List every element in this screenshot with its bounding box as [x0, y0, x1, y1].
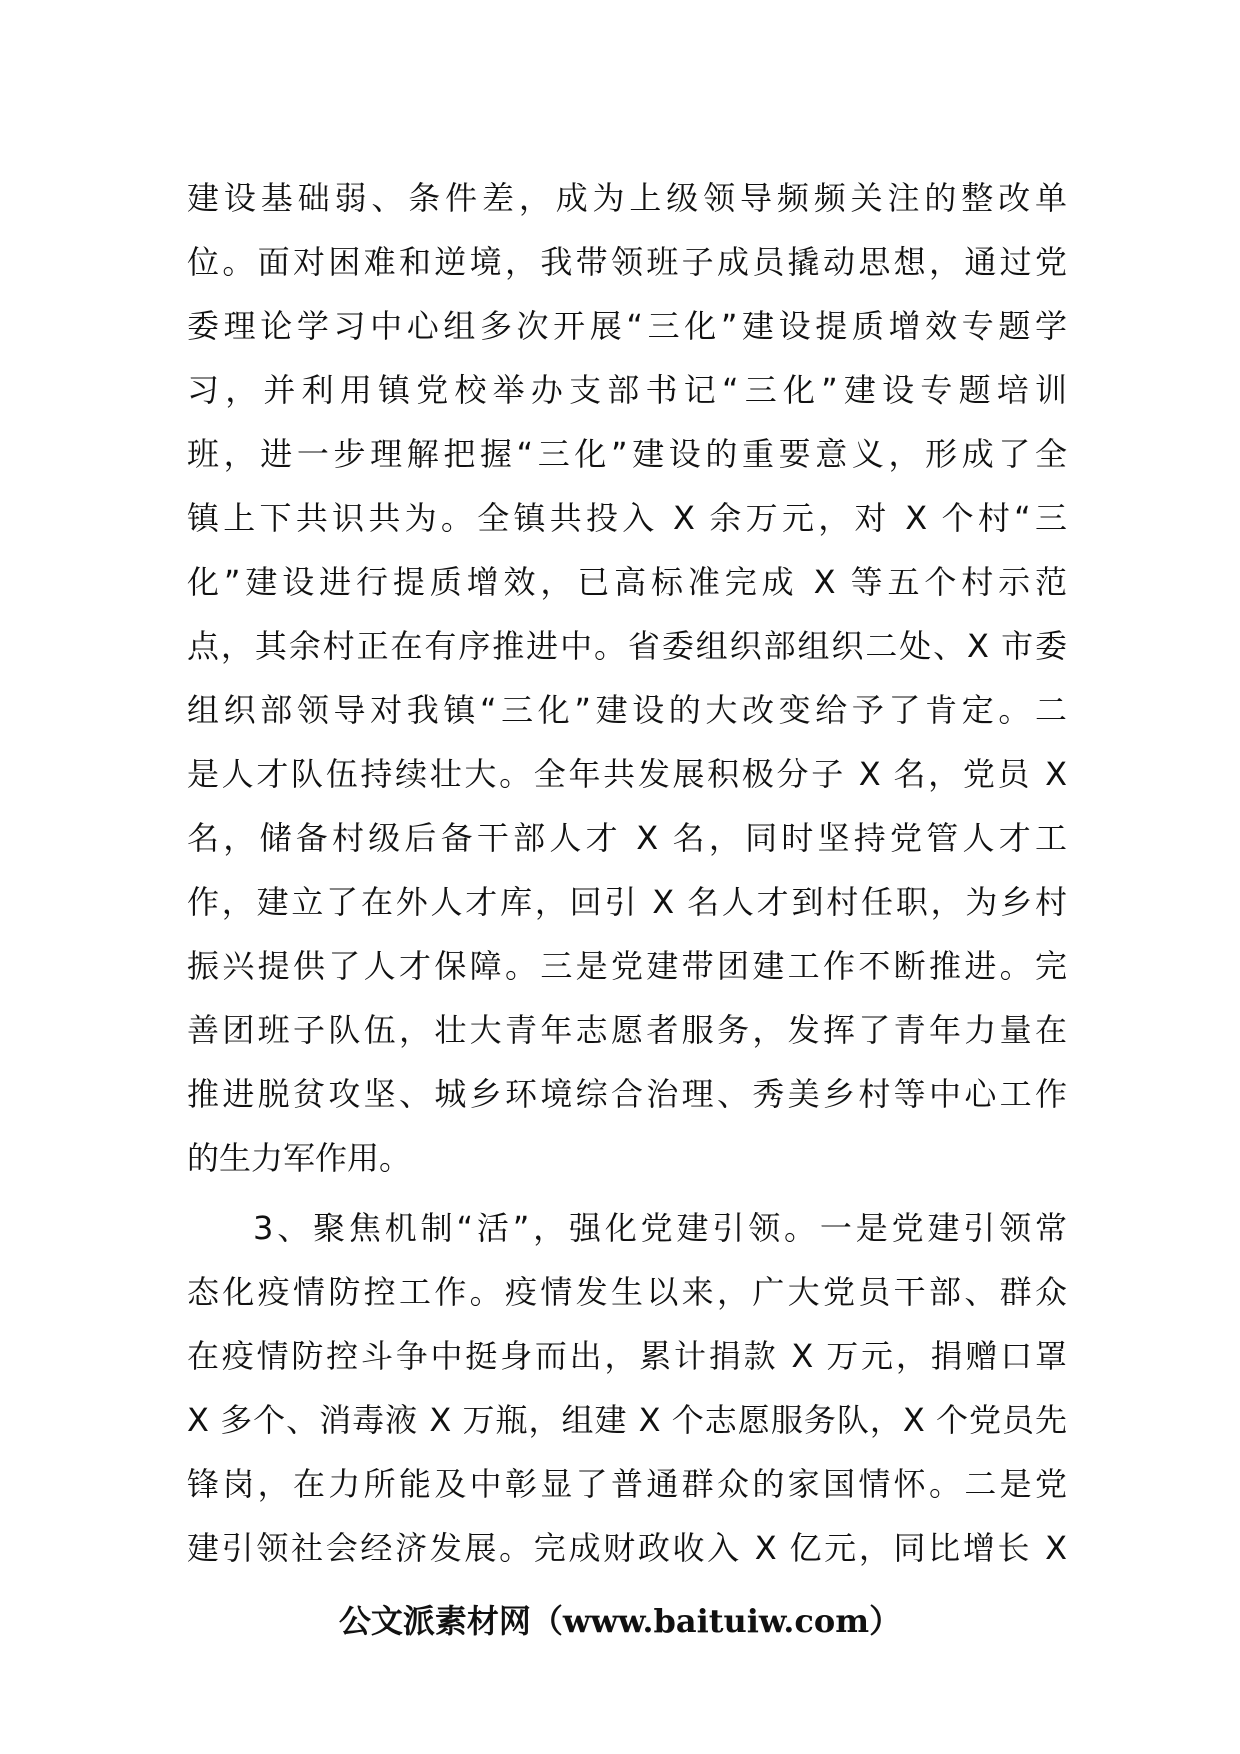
text-line: 名，储备村级后备干部人才 X 名，同时坚持党管人才工 — [187, 819, 1067, 857]
text-line: 建设基础弱、条件差，成为上级领导频频关注的整改单 — [187, 179, 1067, 217]
text-line: 习，并利用镇党校举办支部书记“三化”建设专题培训 — [187, 371, 1067, 409]
text-line: 的生力军作用。 — [187, 1139, 412, 1177]
text-line: 在疫情防控斗争中挺身而出，累计捐款 X 万元，捐赠口罩 — [187, 1337, 1067, 1375]
text-line: 推进脱贫攻坚、城乡环境综合治理、秀美乡村等中心工作 — [187, 1075, 1067, 1113]
document-body — [187, 166, 1067, 1580]
text-line: 是人才队伍持续壮大。全年共发展积极分子 X 名，党员 X — [187, 755, 1067, 793]
text-line: 建引领社会经济发展。完成财政收入 X 亿元，同比增长 X — [187, 1529, 1067, 1567]
text-line: 委理论学习中心组多次开展“三化”建设提质增效专题学 — [187, 307, 1067, 345]
text-line: 班，进一步理解把握“三化”建设的重要意义，形成了全 — [187, 435, 1067, 473]
text-line: 锋岗，在力所能及中彰显了普通群众的家国情怀。二是党 — [187, 1465, 1067, 1503]
text-line: 振兴提供了人才保障。三是党建带团建工作不断推进。完 — [187, 947, 1067, 985]
text-line: 位。面对困难和逆境，我带领班子成员撬动思想，通过党 — [187, 243, 1067, 281]
text-line: 作，建立了在外人才库，回引 X 名人才到村任职，为乡村 — [187, 883, 1067, 921]
text-line: 化”建设进行提质增效，已高标准完成 X 等五个村示范 — [187, 563, 1067, 601]
text-line: 组织部领导对我镇“三化”建设的大改变给予了肯定。二 — [187, 691, 1067, 729]
text-line: 3、聚焦机制“活”，强化党建引领。一是党建引领常 — [253, 1209, 1067, 1247]
footer-watermark: 公文派素材网（www.baituiw.com） — [338, 1602, 902, 1640]
text-line: X 多个、消毒液 X 万瓶，组建 X 个志愿服务队，X 个党员先 — [187, 1401, 1067, 1439]
text-line: 善团班子队伍，壮大青年志愿者服务，发挥了青年力量在 — [187, 1011, 1067, 1049]
text-line: 点，其余村正在有序推进中。省委组织部组织二处、X 市委 — [187, 627, 1067, 665]
text-line: 态化疫情防控工作。疫情发生以来，广大党员干部、群众 — [187, 1273, 1067, 1311]
text-line: 镇上下共识共为。全镇共投入 X 余万元，对 X 个村“三 — [187, 499, 1067, 537]
